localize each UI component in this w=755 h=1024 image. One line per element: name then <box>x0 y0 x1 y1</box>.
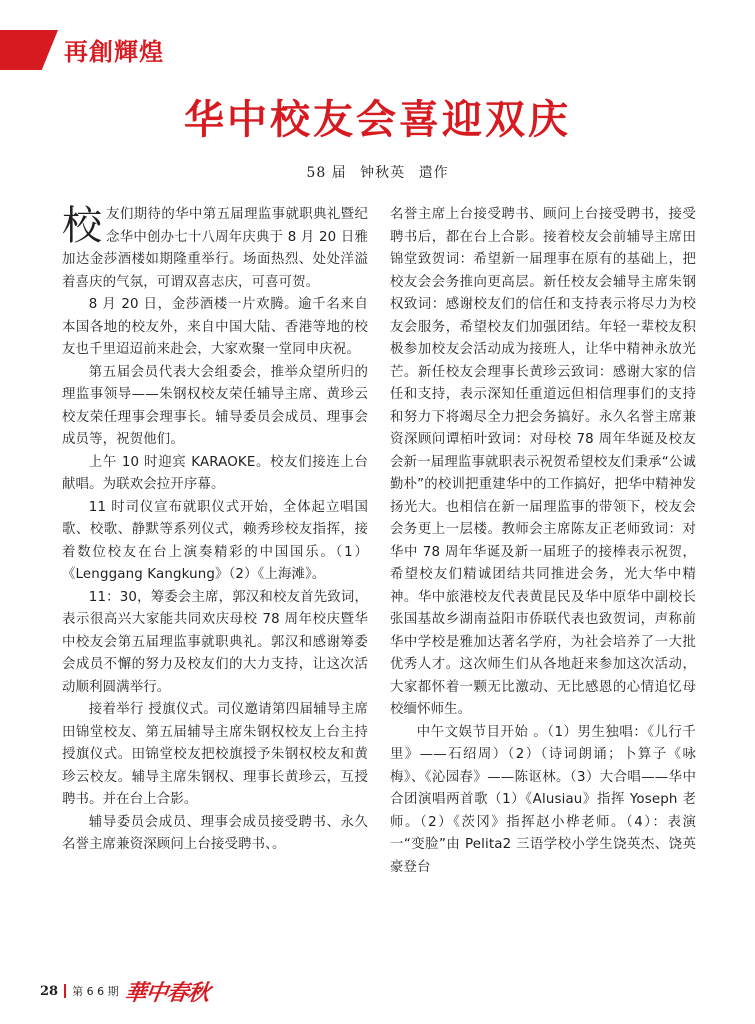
paragraph <box>62 204 368 294</box>
paragraph: 8 月 20 日，金莎酒楼一片欢腾。逾千名来自本国各地的校友外，来自中国大陆、香港等地的校友也千里迢迢前来赴会，大家欢聚一堂同申庆祝。 <box>62 297 368 357</box>
paragraph: 第五届会员代表大会组委会，推举众望所归的理监事领导——朱钢权校友荣任辅导主席、黄珍云校友荣任理事会理事长。辅导委员会成员、理事会成员等，祝贺他们。 <box>62 364 368 447</box>
article-body <box>62 204 698 976</box>
paragraph: 辅导委员会成员、理事会成员接受聘书、永久名誉主席兼资深顾问上台接受聘书、。 <box>62 814 368 852</box>
article-byline <box>0 162 755 182</box>
paragraph: 11 时司仪宣布就职仪式开始，全体起立唱国歌、校歌、静默等系列仪式，赖秀珍校友指挥，接着数位校友在台上演奏精彩的中国国乐。（1）《Lenggang Kangkung》（2）《上海滩》。 <box>62 499 368 582</box>
paragraph: 接着举行 授旗仪式。司仪邀请第四届辅导主席田锦堂校友、第五届辅导主席朱钢权校友上台主持授旗仪式。田锦堂校友把校旗授予朱钢权校友和黄珍云校友。辅导主席朱钢权、理事长黄珍云，互授聘书。并在台上合影。 <box>62 702 368 807</box>
paragraph-text: 友们期待的华中第五届理监事就职典礼暨纪念华中创办七十八周年庆典于 8 月 20 日雅加达金莎酒楼如期隆重举行。场面热烈、处处洋溢着喜庆的气氛，可谓双喜志庆，可喜可贺。 <box>62 207 368 290</box>
left-column <box>62 204 368 976</box>
section-title: 再創輝煌 <box>64 37 164 66</box>
right-column <box>390 204 696 976</box>
paragraph: 名誉主席上台接受聘书、顾问上台接受聘书，接受聘书后，都在台上合影。接着校友会前辅导主席田锦堂致贺词：希望新一届理事在原有的基础上，把校友会会务推向更高层。新任校友会辅导主席朱钢权致词：感谢校友们的信任和支持表示将尽力为校友会服务，希望校友们加强团结。年轻一辈校友积极参加校友会活动成为接班人，让华中精神永放光芒。新任校友会理事长黄珍云致词：感谢大家的信任和支持，表示深知任重道远但相信理事们的支持和努力下将竭尽全力把会务搞好。永久名誉主席兼资深顾问谭栢叶致词：对母校 78 周年华诞及校友会新一届理监事就职表示祝贺希望校友们秉承“公诚勤朴”的校训把重建华中的工作搞好，把华中精神发扬光大。也相信在新一届理监事的带领下，校友会会务更上一层楼。教师会主席陈友正老师致词：对华中 78 周年华诞及新一届班子的接棒表示祝贺，希望校友们精诚团结共同推进会务，光大华中精神。华中旅港校友代表黄昆民及华中原华中副校长张国基故乡湖南益阳市侨联代表也致贺词，声称前华中学校是雅加达著名学府，为社会培养了一大批优秀人才。这次师生们从各地赶来参加这次活动，大家都怀着一颗无比激动、无比感恩的心情追忆母校缅怀师生。 <box>390 207 696 717</box>
magazine-logo: 華中春秋 <box>122 979 211 1006</box>
page-footer <box>40 978 209 1004</box>
paragraph: 11：30，筹委会主席，郭汉和校友首先致词，表示很高兴大家能共同欢庆母校 78 周年校庆暨华中校友会第五届理监事就职典礼。郭汉和感谢筹委会成员不懈的努力及校友们的大力支持，让这次活动顺利圆满举行。 <box>62 589 368 695</box>
paragraph: 中午文娱节目开始 。（1）男生独唱：《儿行千里》——石绍周）（2）（诗词朗诵；卜算子《咏梅》、《沁园春》——陈讴林。（3）大合唱——华中合团演唱两首歌（1）《Alusiau》指挥 Yoseph 老师。（2）《茨冈》指挥赵小桦老师。（4）：表演一“变脸”由 Pelita2 三语学校小学生饶英杰、饶英豪登台 <box>390 724 696 875</box>
section-tab-decoration <box>0 30 58 70</box>
article-title: 华中校友会喜迎双庆 <box>184 97 571 143</box>
issue-number: 第 6 6 期 <box>72 985 119 998</box>
page-number: 28 <box>40 983 59 999</box>
byline-batch: 58 届 <box>306 165 347 181</box>
drop-cap: 校 <box>62 204 103 249</box>
byline-role: 遣作 <box>418 165 449 181</box>
byline-author: 钟秋英 <box>360 165 406 181</box>
footer-separator <box>64 984 66 998</box>
paragraph: 上午 10 时迎宾 KARAOKE。校友们接连上台献唱。为联欢会拉开序幕。 <box>62 454 368 492</box>
